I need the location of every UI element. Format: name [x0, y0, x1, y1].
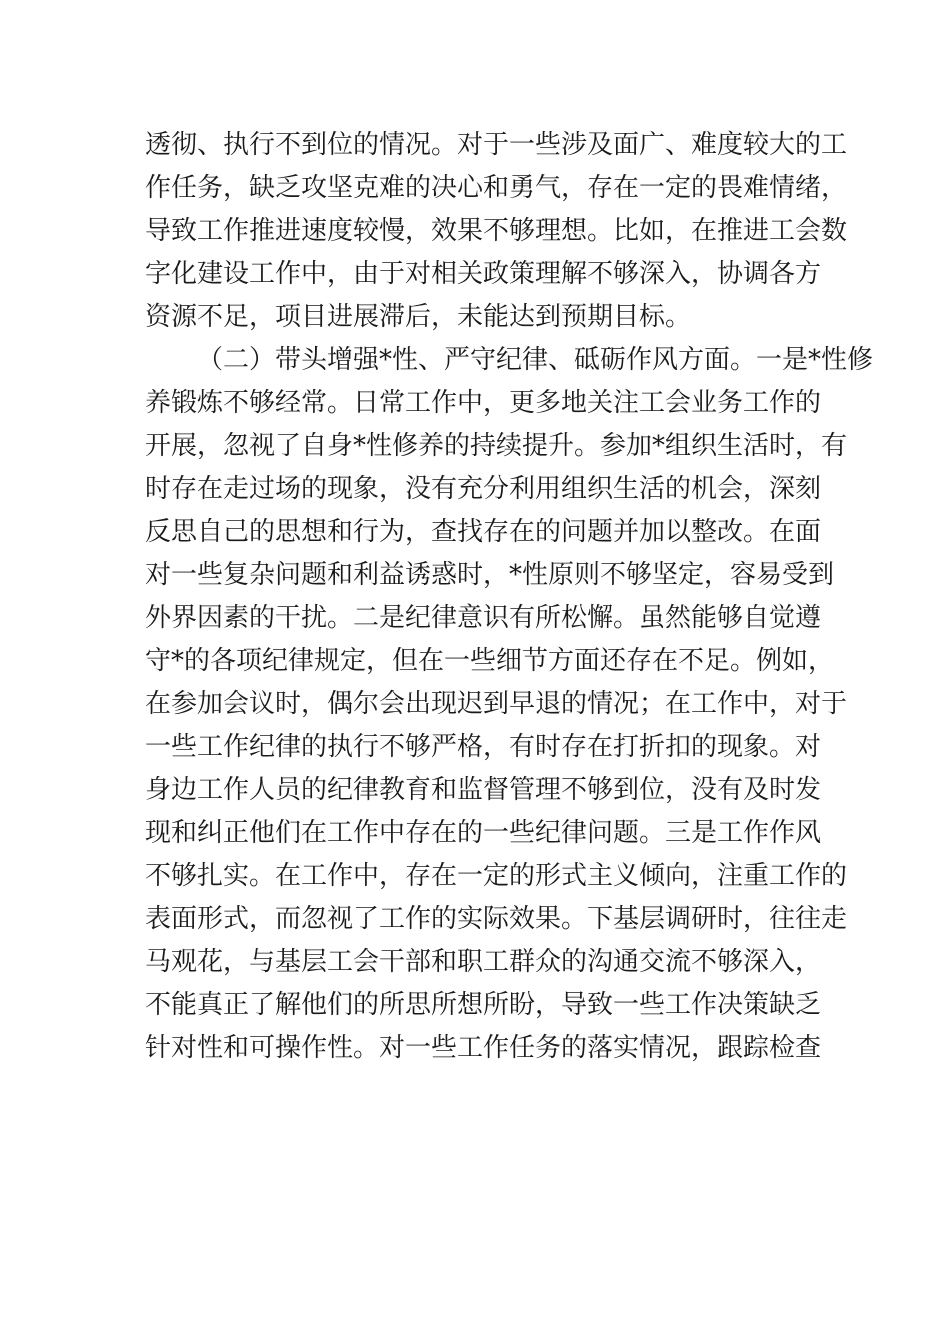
text-line: 身边工作人员的纪律教育和监督管理不够到位，没有及时发: [145, 775, 822, 805]
text-line: 透彻、执行不到位的情况。对于一些涉及面广、难度较大的工: [145, 130, 848, 160]
text-line: 不能真正了解他们的所思所想所盼，导致一些工作决策缺乏: [145, 990, 822, 1020]
text-line: 养锻炼不够经常。日常工作中，更多地关注工会业务工作的: [145, 388, 822, 418]
text-line: 反思自己的思想和行为，查找存在的问题并加以整改。在面: [145, 517, 822, 547]
text-line: 针对性和可操作性。对一些工作任务的落实情况，跟踪检查: [145, 1033, 822, 1063]
text-line: 守*的各项纪律规定，但在一些细节方面还存在不足。例如，: [145, 646, 835, 676]
text-line: 不够扎实。在工作中，存在一定的形式主义倾向，注重工作的: [145, 861, 848, 891]
text-line: 表面形式，而忽视了工作的实际效果。下基层调研时，往往走: [145, 904, 848, 934]
body-text: [145, 124, 874, 1070]
text-line: 外界因素的干扰。二是纪律意识有所松懈。虽然能够自觉遵: [145, 603, 822, 633]
text-line: 作任务，缺乏攻坚克难的决心和勇气，存在一定的畏难情绪，: [145, 173, 848, 203]
text-line: 马观花，与基层工会干部和职工群众的沟通交流不够深入，: [145, 947, 822, 977]
section-heading-line: （二）带头增强*性、严守纪律、砥砺作风方面。一是*性修: [197, 345, 874, 375]
text-line: 对一些复杂问题和利益诱惑时，*性原则不够坚定，容易受到: [145, 560, 835, 590]
text-line: 时存在走过场的现象，没有充分利用组织生活的机会，深刻: [145, 474, 822, 504]
text-line: 一些工作纪律的执行不够严格，有时存在打折扣的现象。对: [145, 732, 822, 762]
text-line: 现和纠正他们在工作中存在的一些纪律问题。三是工作作风: [145, 818, 822, 848]
text-line: 在参加会议时，偶尔会出现迟到早退的情况；在工作中，对于: [145, 689, 848, 719]
text-line: 导致工作推进速度较慢，效果不够理想。比如，在推进工会数: [145, 216, 848, 246]
text-line: 开展，忽视了自身*性修养的持续提升。参加*组织生活时，有: [145, 431, 848, 461]
text-line: 字化建设工作中，由于对相关政策理解不够深入，协调各方: [145, 259, 822, 289]
text-line: 资源不足，项目进展滞后，未能达到预期目标。: [145, 302, 692, 332]
